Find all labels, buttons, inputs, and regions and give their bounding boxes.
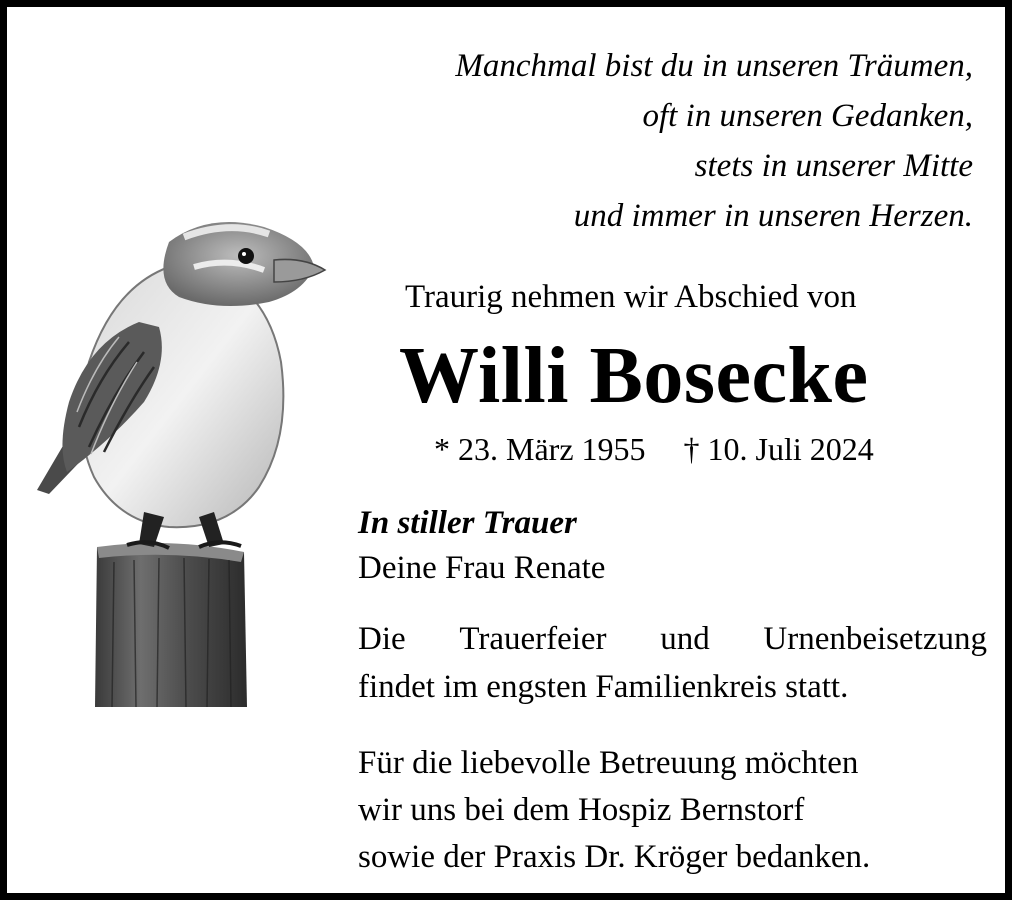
poem-line: Manchmal bist du in unseren Träumen, — [455, 48, 973, 84]
ceremony-word: Die — [358, 621, 406, 657]
death-date: † 10. Juli 2024 — [683, 431, 874, 467]
life-dates — [434, 429, 874, 469]
deceased-name: Willi Bosecke — [399, 332, 869, 420]
poem-line: und immer in unseren Herzen. — [573, 198, 973, 234]
thanks-line: wir uns bei dem Hospiz Bernstorf — [358, 792, 805, 828]
birth-date: * 23. März 1955 — [434, 431, 646, 467]
ceremony-notice — [358, 615, 987, 711]
thanks-notice — [358, 740, 870, 881]
sparrow-on-post-icon — [19, 212, 339, 712]
ceremony-word: und — [660, 621, 710, 657]
thanks-line: Für die liebevolle Betreuung möchten — [358, 745, 859, 781]
thanks-line: sowie der Praxis Dr. Kröger bedanken. — [358, 839, 871, 875]
ceremony-word: Urnenbeisetzung — [763, 621, 987, 657]
poem-line: stets in unserer Mitte — [694, 148, 973, 184]
poem-line: oft in unseren Gedanken, — [642, 98, 973, 134]
ceremony-line: findet im engsten Familienkreis statt. — [358, 669, 849, 705]
ceremony-word: Trauerfeier — [459, 621, 607, 657]
ceremony-line — [358, 615, 987, 663]
mourning-heading: In stiller Trauer — [358, 505, 577, 541]
mourner-line: Deine Frau Renate — [358, 550, 606, 586]
poem — [455, 41, 973, 241]
farewell-intro: Traurig nehmen wir Abschied von — [405, 279, 857, 315]
